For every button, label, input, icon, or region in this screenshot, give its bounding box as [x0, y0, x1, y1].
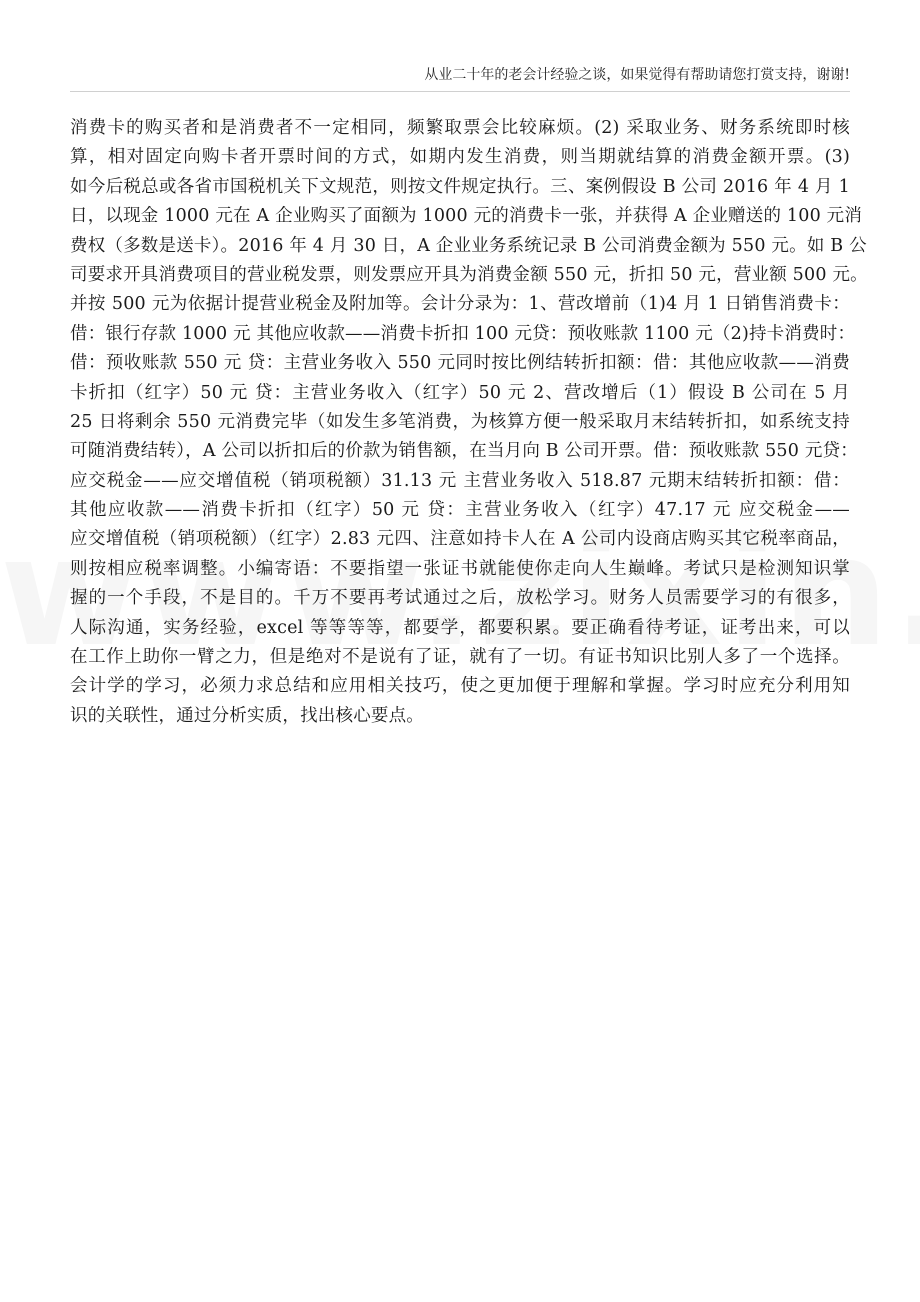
text-line: 算，相对固定向购卡者开票时间的方式，如期内发生消费，则当期就结算的消费金额开票。(3)	[70, 147, 850, 168]
header-divider	[70, 91, 850, 92]
page-header: 从业二十年的老会计经验之谈，如果觉得有帮助请您打赏支持，谢谢!	[424, 67, 850, 83]
text-line: 握的一个手段，不是目的。千万不要再考试通过之后，放松学习。财务人员需要学习的有很多，	[70, 588, 850, 609]
text-line: 费权（多数是送卡）。2016 年 4 月 30 日，A 企业业务系统记录 B 公司消费金额为 550 元。如 B 公	[70, 235, 867, 256]
text-line: 借：银行存款 1000 元 其他应收款——消费卡折扣 100 元贷：预收账款 1100 元（2)持卡消费时：	[70, 323, 856, 344]
text-line: 人际沟通，实务经验，excel 等等等等，都要学，都要积累。要正确看待考证，证考出来，可以	[70, 617, 850, 638]
text-line: 则按相应税率调整。小编寄语：不要指望一张证书就能使你走向人生巅峰。考试只是检测知识掌	[70, 558, 850, 579]
text-line: 日，以现金 1000 元在 A 企业购买了面额为 1000 元的消费卡一张，并获得 A 企业赠送的 100 元消	[70, 206, 863, 227]
text-line: 消费卡的购买者和是消费者不一定相同，频繁取票会比较麻烦。(2) 采取业务、财务系统即时核	[70, 118, 850, 138]
text-line: 会计学的学习，必须力求总结和应用相关技巧，使之更加便于理解和掌握。学习时应充分利用知	[70, 676, 850, 697]
text-line: 应交税金——应交增值税（销项税额）31.13 元 主营业务收入 518.87 元期末结转折扣额：借：	[70, 470, 850, 491]
text-line: 识的关联性，通过分析实质，找出核心要点。	[70, 705, 424, 726]
text-line: 并按 500 元为依据计提营业税金及附加等。会计分录为：1、营改增前（1)4 月 1 日销售消费卡：	[70, 294, 850, 315]
article-body	[70, 114, 868, 731]
text-line: 在工作上助你一臂之力，但是绝对不是说有了证，就有了一切。有证书知识比别人多了一个选择。	[70, 647, 850, 668]
text-line: 借：预收账款 550 元 贷：主营业务收入 550 元同时按比例结转折扣额：借：其他应收款——消费	[70, 353, 850, 374]
text-line: 卡折扣（红字）50 元 贷：主营业务收入（红字）50 元 2、营改增后（1）假设 B 公司在 5 月	[70, 382, 850, 403]
text-line: 可随消费结转），A 公司以折扣后的价款为销售额，在当月向 B 公司开票。借：预收账款 550 元贷：	[70, 441, 858, 462]
text-line: 应交增值税（销项税额）（红字）2.83 元四、注意如持卡人在 A 公司内设商店购买其它税率商品，	[70, 529, 850, 550]
text-line: 如今后税总或各省市国税机关下文规范，则按文件规定执行。三、案例假设 B 公司 2016 年 4 月 1	[70, 176, 850, 197]
text-line: 25 日将剩余 550 元消费完毕（如发生多笔消费，为核算方便一般采取月末结转折扣，如系统支持	[70, 411, 850, 432]
text-line: 其他应收款——消费卡折扣（红字）50 元 贷：主营业务收入（红字）47.17 元 应交税金——	[70, 500, 850, 521]
text-line: 司要求开具消费项目的营业税发票，则发票应开具为消费金额 550 元，折扣 50 元，营业额 500 元。	[70, 264, 868, 285]
